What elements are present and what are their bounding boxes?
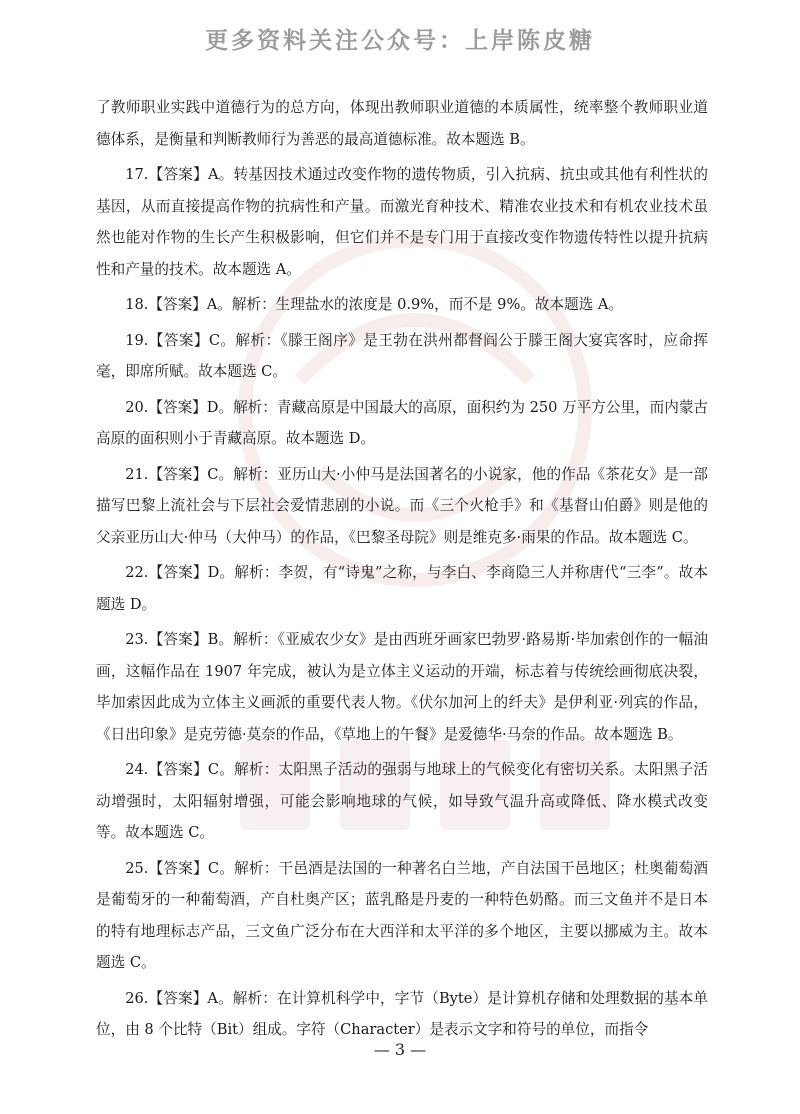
paragraph-continuation: 了教师职业实践中道德行为的总方向，体现出教师职业道德的本质属性，统率整个教师职业道德体系，是衡量和判断教师行为善恶的最高道德标准。故本题选 B。: [96, 99, 708, 148]
answer-26: 26.【答案】A。解析：在计算机科学中，字节（Byte）是计算机存储和处理数据的基本单位，由 8 个比特（Bit）组成。字符（Character）是表示文字和符号的单位，而指令: [96, 989, 708, 1038]
answer-17: 17.【答案】A。转基因技术通过改变作物的遗传物质，引入抗病、抗虫或其他有利性状的基因，从而直接提高作物的抗病性和产量。而激光育种技术、精准农业技术和有机农业技术虽然也能对作物的生长产生积极影响，但它们并不是专门用于直接改变作物遗传特性以提升抗病性和产量的技术。故本题选 A。: [96, 166, 708, 278]
answer-25: 25.【答案】C。解析：干邑酒是法国的一种著名白兰地，产自法国干邑地区；杜奥葡萄酒是葡萄牙的一种葡萄酒，产自杜奥产区；蓝乳酪是丹麦的一种特色奶酪。而三文鱼并不是日本的特有地理标志产品，三文鱼广泛分布在大西洋和太平洋的多个地区，主要以挪威为主。故本题选 C。: [96, 859, 708, 971]
answer-22: 22.【答案】D。解析：李贺，有“诗鬼”之称，与李白、李商隐三人并称唐代“三李”。故本题选 D。: [96, 564, 708, 613]
answer-20: 20.【答案】D。解析：青藏高原是中国最大的高原，面积约为 250 万平方公里，而内蒙古高原的面积则小于青藏高原。故本题选 D。: [96, 398, 709, 447]
answer-23: 23.【答案】B。解析：《亚威农少女》是由西班牙画家巴勃罗·路易斯·毕加索创作的一幅油画，这幅作品在 1907 年完成，被认为是立体主义运动的开端，标志着与传统绘画彻底决裂，毕加索因此成为立体主义画派的重要代表人物。《伏尔加河上的纤夫》是伊利亚·列宾的作品，《日出印象》是克劳德·莫奈的作品，《草地上的午餐》是爱德华·马奈的作品。故本题选 B。: [96, 631, 708, 743]
answer-18: 18.【答案】A。解析：生理盐水的浓度是 0.9%，而不是 9%。故本题选 A。: [125, 296, 624, 313]
answer-19: 19.【答案】C。解析：《滕王阁序》是王勃在洪州都督阎公于滕王阁大宴宾客时，应命挥毫，即席所赋。故本题选 C。: [96, 331, 708, 380]
document-body: [96, 92, 708, 1050]
answer-21: 21.【答案】C。解析：亚历山大·小仲马是法国著名的小说家，他的作品《茶花女》是一部描写巴黎上流社会与下层社会爱情悲剧的小说。而《三个火枪手》和《基督山伯爵》则是他的父亲亚历山大·仲马（大仲马）的作品，《巴黎圣母院》则是维克多·雨果的作品。故本题选 C。: [96, 465, 708, 546]
page-header-title: 更多资料关注公众号：上岸陈皮糖: [205, 28, 595, 54]
answer-24: 24.【答案】C。解析：太阳黑子活动的强弱与地球上的气候变化有密切关系。太阳黑子活动增强时，太阳辐射增强，可能会影响地球的气候，如导致气温升高或降低、降水模式改变等。故本题选 C。: [96, 761, 708, 841]
page-number: — 3 —: [373, 1040, 427, 1059]
